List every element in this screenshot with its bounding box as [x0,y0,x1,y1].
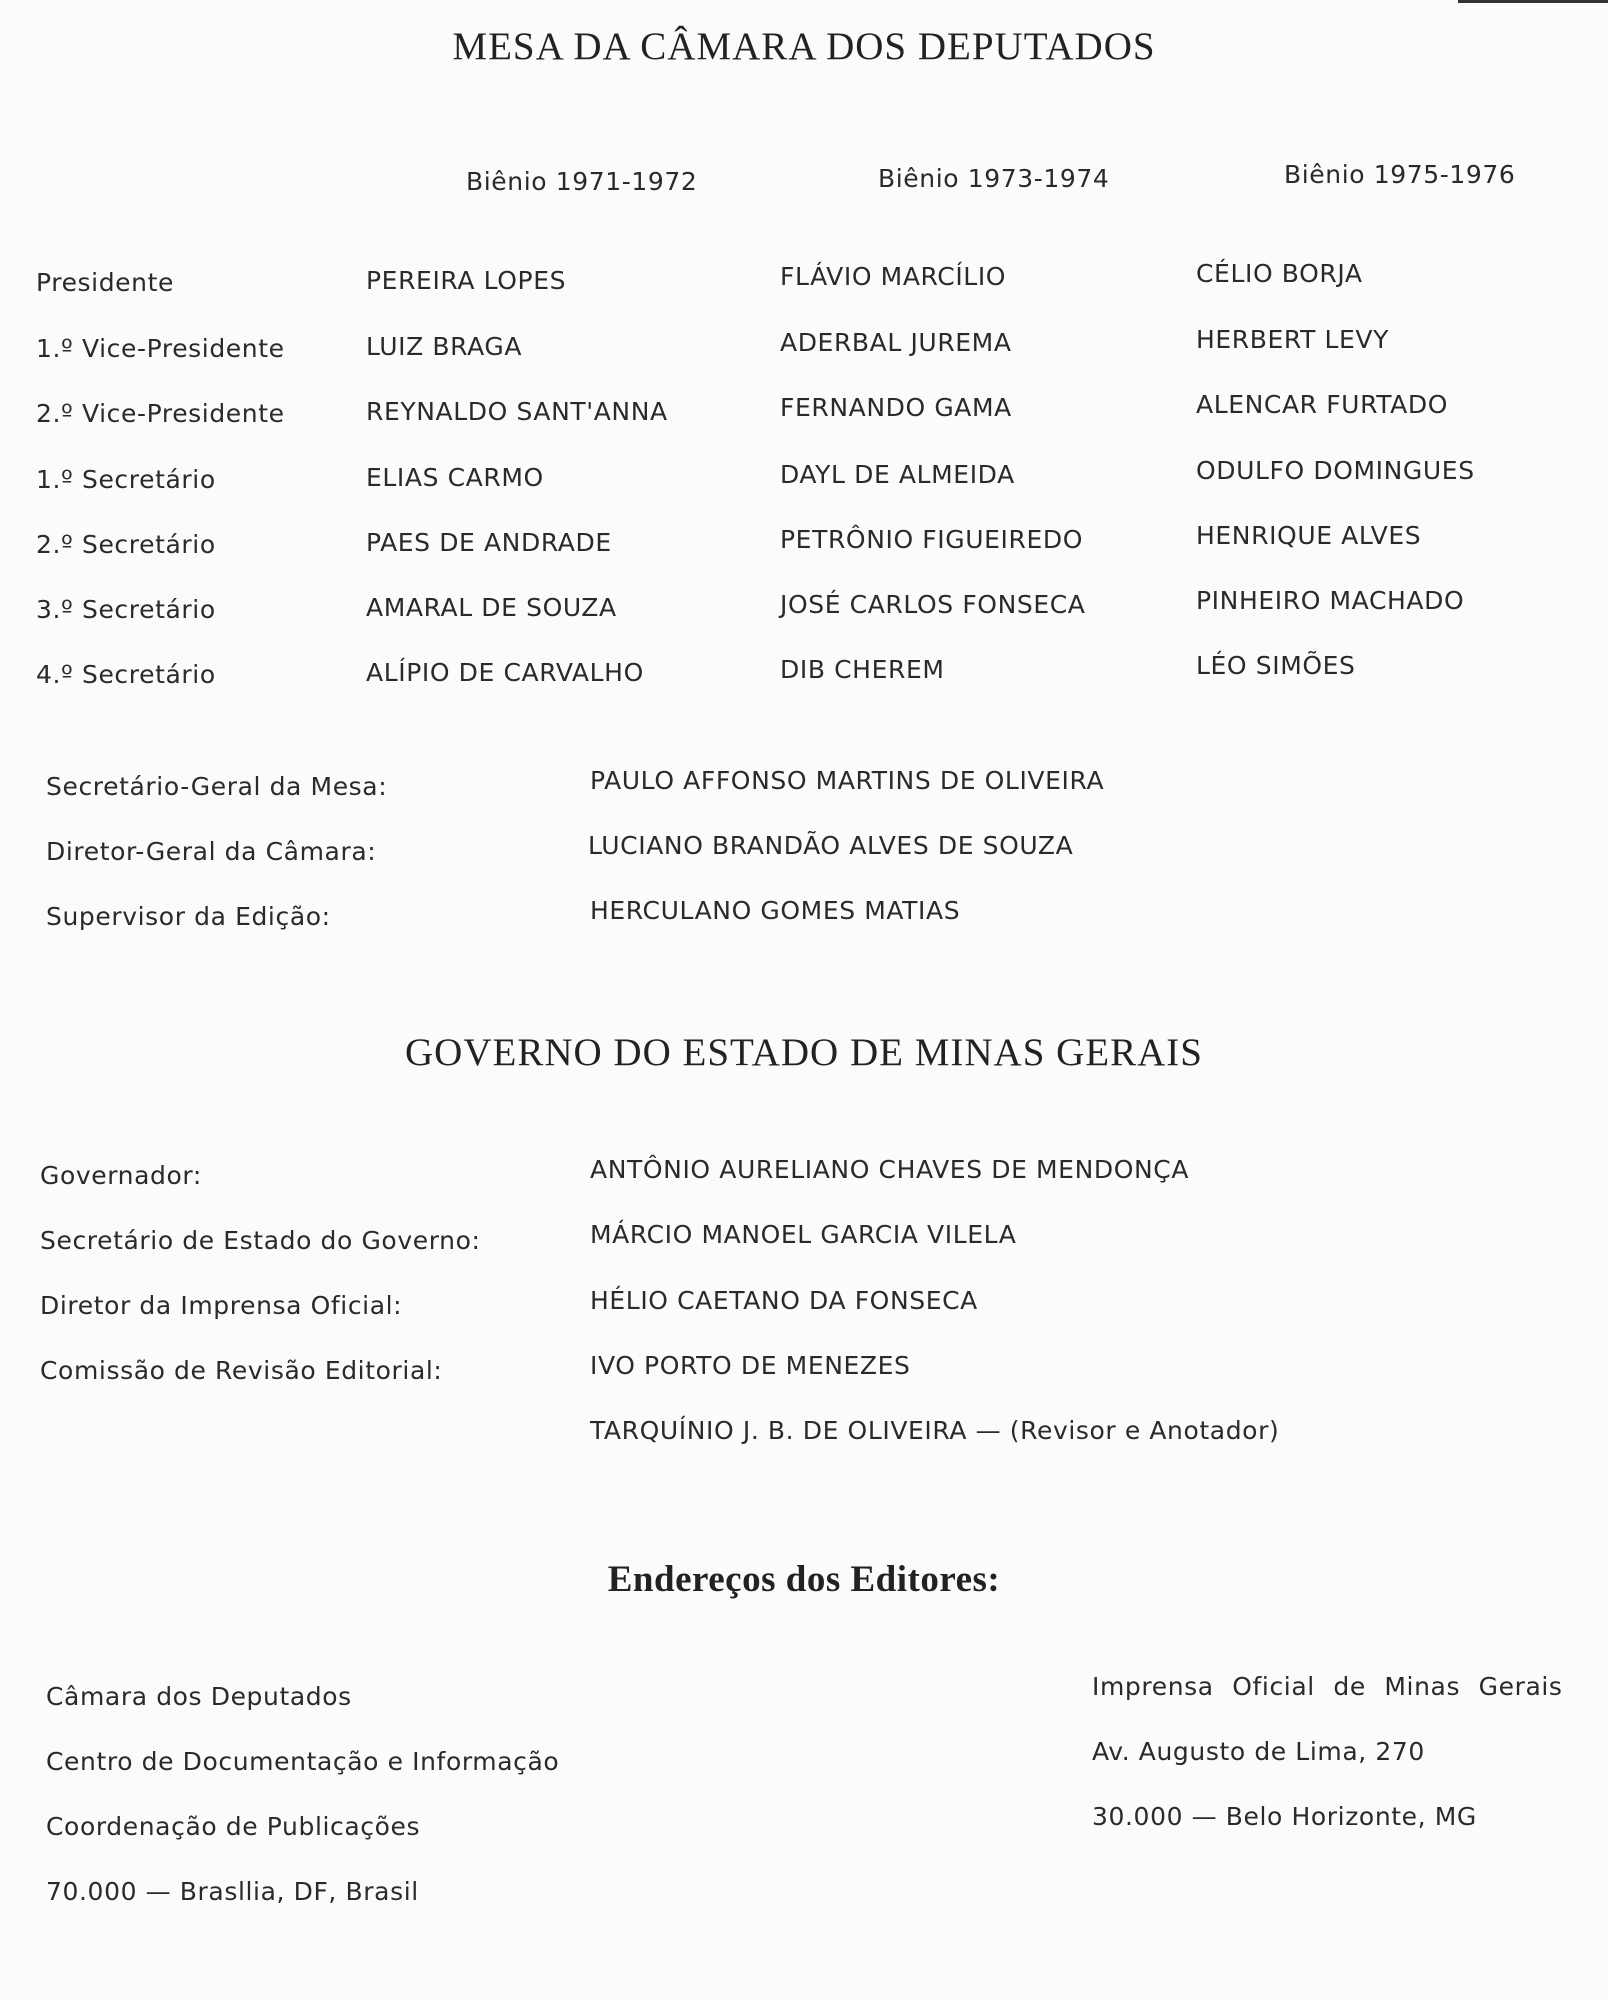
governo-name: MÁRCIO MANOEL GARCIA VILELA [590,1220,1017,1249]
member-name: ADERBAL JUREMA [780,328,1012,357]
enderecos-title: Endereços dos Editores: [607,1559,1001,1600]
role-label: 2.º Vice-Presidente [36,399,285,428]
official-label: Diretor-Geral da Câmara: [46,837,377,866]
governo-name: HÉLIO CAETANO DA FONSECA [590,1286,978,1315]
member-name: PAES DE ANDRADE [366,528,612,557]
role-label: 2.º Secretário [36,530,216,559]
role-label: Presidente [36,268,174,297]
role-label: 1.º Secretário [36,465,216,494]
bienio-header-3: Biênio 1975-1976 [1284,160,1516,189]
governo-title: GOVERNO DO ESTADO DE MINAS GERAIS [405,1031,1203,1074]
role-label: 3.º Secretário [36,595,216,624]
member-name: LUIZ BRAGA [366,332,523,361]
member-name: FERNANDO GAMA [780,393,1012,422]
mesa-title: MESA DA CÂMARA DOS DEPUTADOS [452,25,1156,68]
member-name: PINHEIRO MACHADO [1196,586,1465,615]
official-name: HERCULANO GOMES MATIAS [590,896,961,925]
member-name: FLÁVIO MARCÍLIO [780,262,1007,291]
member-name: PEREIRA LOPES [366,266,567,295]
member-name: PETRÔNIO FIGUEIREDO [780,525,1083,554]
member-name: REYNALDO SANT'ANNA [366,397,668,426]
governo-label: Comissão de Revisão Editorial: [40,1356,443,1385]
member-name: ODULFO DOMINGUES [1196,456,1475,485]
member-name: AMARAL DE SOUZA [366,593,617,622]
address-line: Câmara dos Deputados [46,1682,352,1711]
governo-name: IVO PORTO DE MENEZES [590,1351,911,1380]
governo-label: Governador: [40,1161,202,1190]
governo-name-extra: TARQUÍNIO J. B. DE OLIVEIRA — (Revisor e Anotador) [590,1416,1280,1445]
address-line: 70.000 — Brasllia, DF, Brasil [46,1877,419,1906]
member-name: ALENCAR FURTADO [1196,390,1448,419]
official-label: Supervisor da Edição: [46,902,331,931]
address-line: Imprensa Oficial de Minas Gerais [1092,1672,1563,1701]
member-name: LÉO SIMÕES [1196,651,1356,680]
governo-label: Diretor da Imprensa Oficial: [40,1291,403,1320]
address-line: Coordenação de Publicações [46,1812,421,1841]
member-name: HERBERT LEVY [1196,325,1389,354]
official-name: PAULO AFFONSO MARTINS DE OLIVEIRA [590,766,1105,795]
address-line: Centro de Documentação e Informação [46,1747,560,1776]
official-name: LUCIANO BRANDÃO ALVES DE SOUZA [588,831,1074,860]
member-name: JOSÉ CARLOS FONSECA [780,590,1086,619]
governo-label: Secretário de Estado do Governo: [40,1226,481,1255]
top-edge-rule [1458,0,1608,3]
bienio-header-1: Biênio 1971-1972 [466,167,698,196]
member-name: DIB CHEREM [780,655,945,684]
address-line: Av. Augusto de Lima, 270 [1092,1737,1425,1766]
bienio-header-2: Biênio 1973-1974 [878,164,1110,193]
member-name: HENRIQUE ALVES [1196,521,1422,550]
member-name: ALÍPIO DE CARVALHO [366,658,644,687]
member-name: CÉLIO BORJA [1196,259,1363,288]
address-line: 30.000 — Belo Horizonte, MG [1092,1802,1477,1831]
role-label: 1.º Vice-Presidente [36,334,285,363]
member-name: DAYL DE ALMEIDA [780,460,1015,489]
role-label: 4.º Secretário [36,660,216,689]
official-label: Secretário-Geral da Mesa: [46,772,388,801]
member-name: ELIAS CARMO [366,463,544,492]
governo-name: ANTÔNIO AURELIANO CHAVES DE MENDONÇA [590,1155,1190,1184]
